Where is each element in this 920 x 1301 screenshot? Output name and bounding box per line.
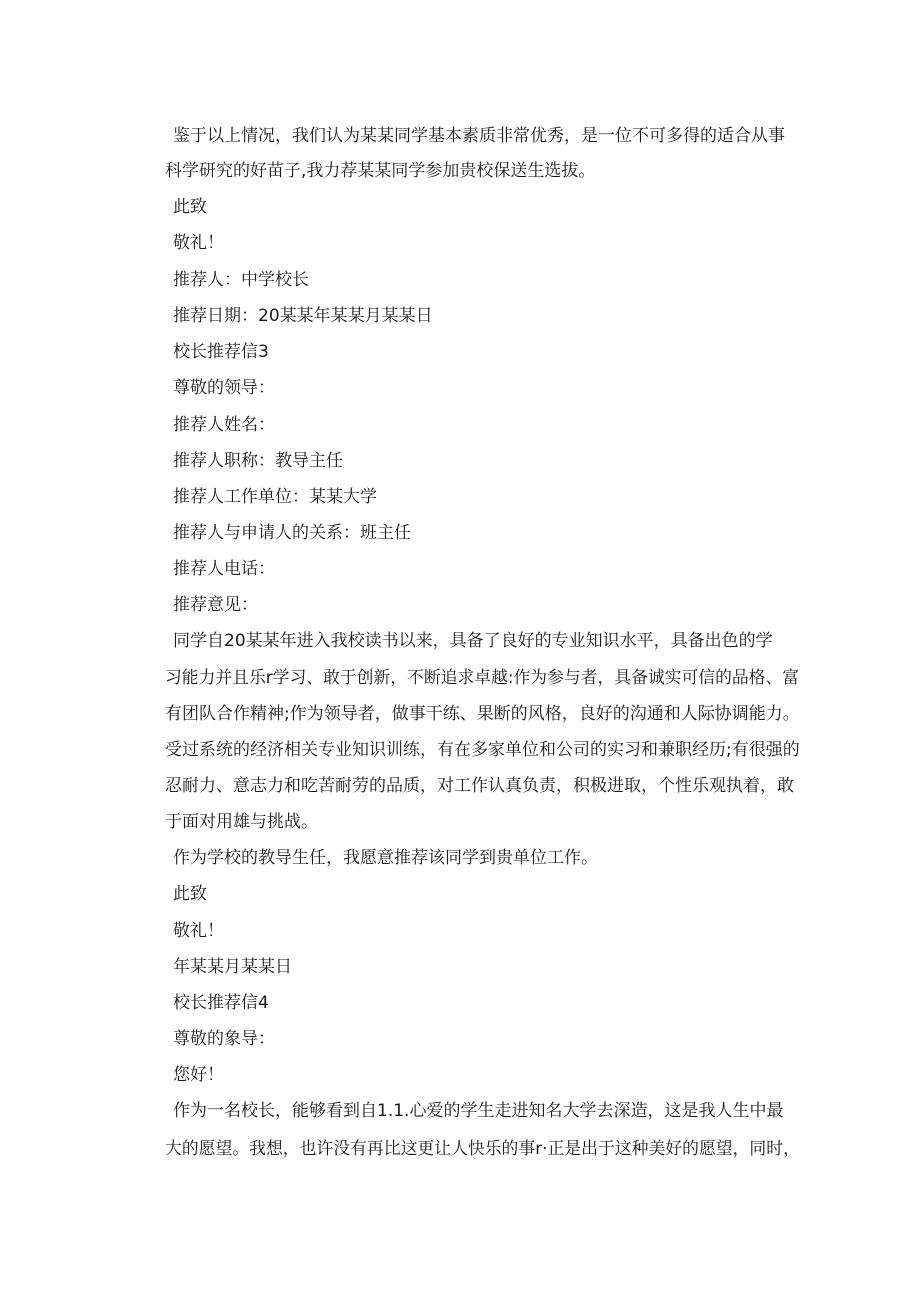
para2-line6: 于面对用雄与挑战。: [165, 812, 318, 832]
closing-jingli-1: 敬礼！: [173, 233, 224, 253]
field-recommender-title: 推荐人职称：教导主任: [173, 451, 343, 471]
salutation-4: 尊敬的象导：: [173, 1029, 275, 1049]
para2-line2: 习能力并且乐r学习、敢于创新，不断追求卓越:作为参与者，具备诚实可信的品格、富: [165, 667, 800, 687]
closing-cizhi-2: 此致: [173, 884, 207, 904]
closing-jingli-2: 敬礼！: [173, 921, 224, 941]
para2-line4: 受过系统的经济相关专业知识训练，有在多家单位和公司的实习和兼职经历;有很强的: [165, 740, 800, 760]
closing-cizhi-1: 此致: [173, 197, 207, 217]
recommend-date-line: 推荐日期：20某某年某某月某某日: [173, 306, 433, 326]
greeting-4: 您好！: [173, 1065, 224, 1085]
para3: 作为学校的教导生任，我愿意推荐该同学到贵单位工作。: [173, 848, 598, 868]
date-line-2: 年某某月某某日: [173, 957, 292, 977]
field-relation: 推荐人与申请人的关系：班主任: [173, 523, 411, 543]
para4-line2: 大的愿望。我想，也许没有再比这更让人快乐的事r·正是出于这种美好的愿望，同时，: [165, 1138, 800, 1158]
para2-line5: 忍耐力、意志力和吃苦耐劳的品质，对工作认真负责，积极进取，个性乐观执着，敢: [165, 776, 794, 796]
para2-line1: 同学自20某某年进入我校读书以来，具备了良好的专业知识水平，具备出色的学: [173, 631, 773, 651]
para2-line3: 有团队合作精神;作为领导者，做事干练、果断的风格，良好的沟通和人际协调能力。: [165, 704, 800, 724]
para4-line1: 作为一名校长，能够看到自1.1.心爱的学生走进知名大学去深造，这是我人生中最: [173, 1101, 784, 1121]
field-recommender-unit: 推荐人工作单位：某某大学: [173, 487, 377, 507]
para1-line2: 科学研究的好苗子,我力荐某某同学参加贵校保送生选拔。: [165, 161, 596, 181]
section-heading-3: 校长推荐信3: [173, 342, 269, 362]
section-heading-4: 校长推荐信4: [173, 993, 269, 1013]
para1-line1: 鉴于以上情况，我们认为某某同学基本素质非常优秀，是一位不可多得的适合从事: [173, 126, 785, 146]
field-phone: 推荐人电话：: [173, 559, 275, 579]
field-opinion: 推荐意见：: [173, 595, 258, 615]
salutation-3: 尊敬的领导：: [173, 378, 275, 398]
field-recommender-name: 推荐人姓名：: [173, 415, 275, 435]
recommender-line: 推荐人：中学校长: [173, 270, 309, 290]
